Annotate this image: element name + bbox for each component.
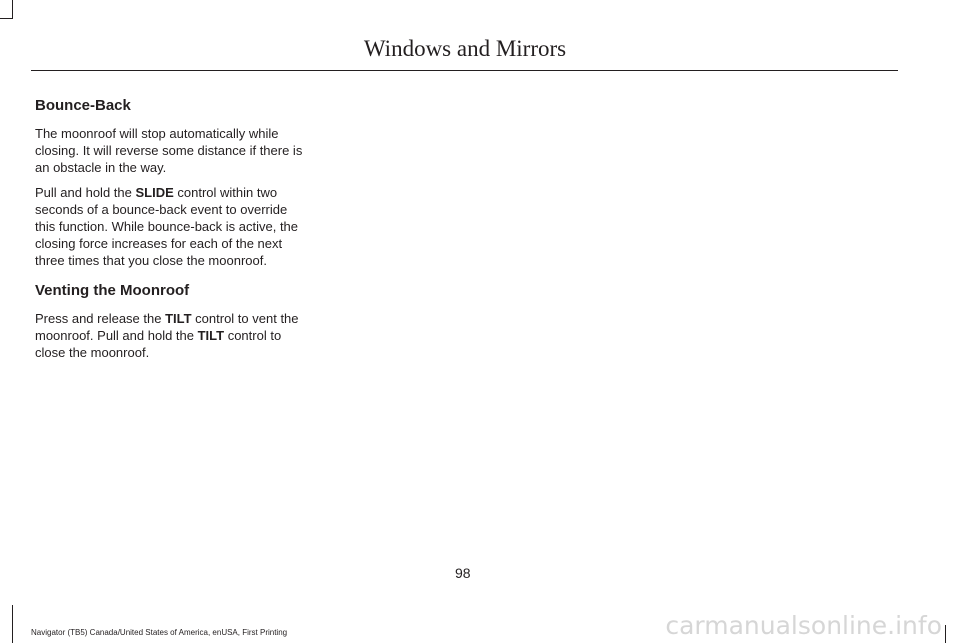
- edition-footer: Navigator (TB5) Canada/United States of America, enUSA, First Printing: [31, 628, 288, 637]
- crop-mark-top-left-vertical: [12, 0, 13, 18]
- heading-bounce-back: Bounce-Back: [35, 97, 131, 114]
- crop-mark-top-left-horizontal: [0, 18, 13, 19]
- page-number: 98: [455, 565, 471, 581]
- crop-mark-bottom-right-vertical: [945, 625, 946, 643]
- paragraph-venting: Press and release the TILT control to vent the moonroof. Pull and hold the TILT control to close the moonroof.: [35, 311, 299, 360]
- page-title: Windows and Mirrors: [363, 36, 567, 61]
- crop-mark-bottom-left-vertical: [12, 605, 13, 643]
- paragraph-bounce-back-override: Pull and hold the SLIDE control within two seconds of a bounce-back event to override this function. While bounce-back is active, the closing force increases for each of the next three times that you close the moonroof.: [35, 185, 299, 268]
- header-rule: [31, 70, 898, 71]
- watermark-text: carmanualsonline.info: [665, 611, 942, 640]
- control-name-tilt: TILT: [165, 311, 192, 326]
- content-column: [35, 96, 307, 369]
- control-name-slide: SLIDE: [135, 185, 174, 200]
- control-name-tilt-2: TILT: [197, 328, 225, 343]
- heading-venting-moonroof: Venting the Moonroof: [35, 282, 190, 299]
- paragraph-bounce-back-intro: The moonroof will stop automatically while closing. It will reverse some distance if there is an obstacle in the way.: [35, 126, 303, 175]
